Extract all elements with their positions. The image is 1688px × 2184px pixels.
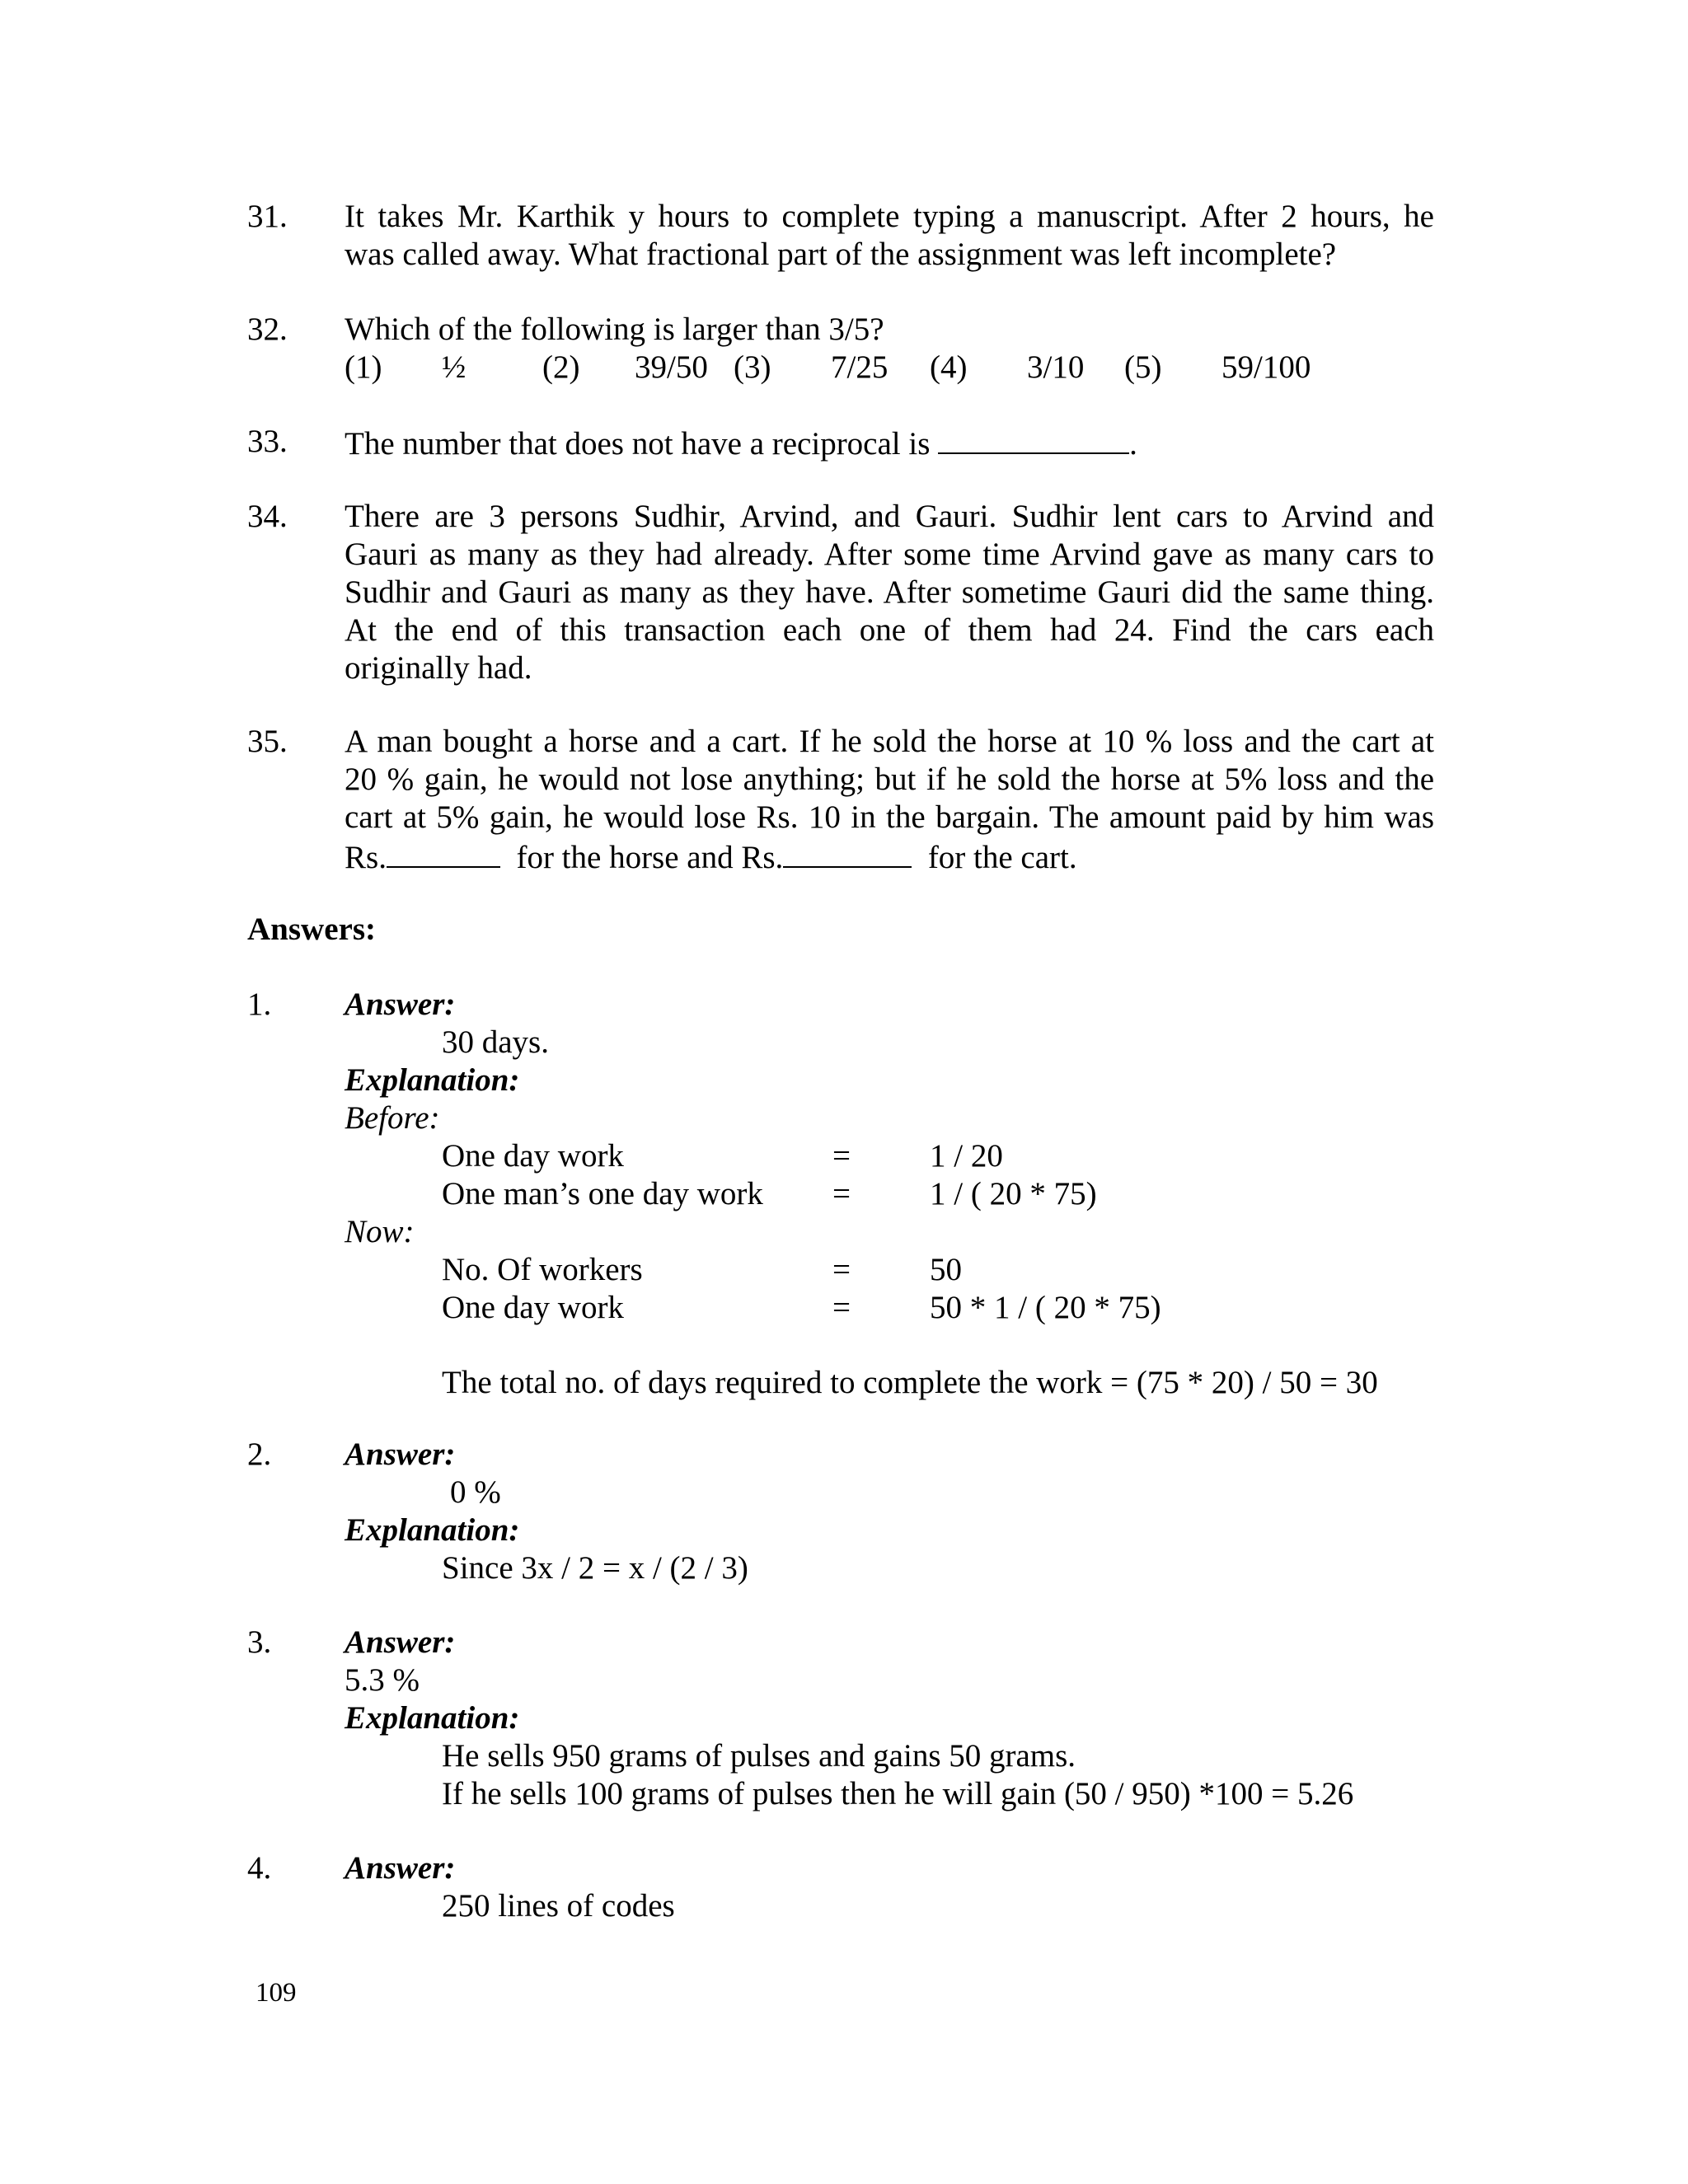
question-line: At the end of this transaction each one of them had 24. Find the cars each	[345, 612, 1434, 648]
calc-value: 1 / ( 20 * 75)	[930, 1176, 1097, 1212]
line-text: Rs.	[345, 840, 387, 875]
line-text: for the horse and Rs.	[516, 840, 784, 875]
question-line	[345, 423, 1434, 461]
question-number: 32.	[247, 312, 288, 347]
answer-label: Answer:	[345, 1850, 456, 1886]
answer-number: 2.	[247, 1436, 272, 1472]
choice-value: 3/10	[1027, 349, 1085, 385]
choice-value: 39/50	[635, 349, 708, 385]
choice-value: 7/25	[831, 349, 889, 385]
answer-blank	[387, 837, 500, 868]
question-line	[345, 837, 1434, 874]
explanation-text: He sells 950 grams of pulses and gains 50 grams.	[442, 1738, 1076, 1774]
answer-blank	[938, 423, 1129, 454]
explanation-text: Since 3x / 2 = x / (2 / 3)	[442, 1550, 748, 1586]
calc-label: One man’s one day work	[442, 1176, 763, 1212]
now-label: Now:	[345, 1214, 415, 1249]
before-label: Before:	[345, 1100, 440, 1136]
answer-number: 4.	[247, 1850, 272, 1886]
question-line: There are 3 persons Sudhir, Arvind, and Gauri. Sudhir lent cars to Arvind and	[345, 499, 1434, 534]
answers-heading: Answers:	[247, 912, 376, 947]
answer-number: 1.	[247, 987, 272, 1022]
question-line: Sudhir and Gauri as many as they have. After sometime Gauri did the same thing.	[345, 574, 1434, 610]
question-text	[345, 723, 1434, 874]
calc-value: 50	[930, 1252, 962, 1287]
explanation-text: If he sells 100 grams of pulses then he will gain (50 / 950) *100 = 5.26	[442, 1776, 1354, 1811]
explanation-label: Explanation:	[345, 1062, 520, 1098]
answer-label: Answer:	[345, 987, 456, 1022]
question-line: Which of the following is larger than 3/5?	[345, 312, 884, 347]
calc-value: 1 / 20	[930, 1138, 1003, 1174]
answer-blank	[783, 837, 912, 868]
question-number: 34.	[247, 499, 288, 534]
answer-label: Answer:	[345, 1436, 456, 1472]
question-line: Gauri as many as they had already. After some time Arvind gave as many cars to	[345, 537, 1434, 572]
answer-choices	[345, 349, 1434, 387]
question-line: It takes Mr. Karthik y hours to complete typing a manuscript. After 2 hours, he	[345, 199, 1434, 234]
explanation-label: Explanation:	[345, 1512, 520, 1548]
calc-label: No. Of workers	[442, 1252, 643, 1287]
question-text	[345, 311, 1434, 387]
page-number: 109	[256, 1978, 297, 2008]
explanation-label: Explanation:	[345, 1700, 520, 1736]
question-text	[345, 423, 1434, 461]
question-text-after: .	[1129, 426, 1137, 462]
answer-number: 3.	[247, 1624, 272, 1660]
answer-value: 5.3 %	[345, 1662, 420, 1698]
choice-number: (3)	[734, 349, 771, 385]
answer-value: 0 %	[450, 1474, 501, 1510]
question-line: A man bought a horse and a cart. If he sold the horse at 10 % loss and the cart at	[345, 724, 1434, 759]
question-text	[345, 498, 1434, 687]
equals-sign: =	[832, 1252, 851, 1287]
question-line: cart at 5% gain, he would lose Rs. 10 in the bargain. The amount paid by him was	[345, 799, 1434, 835]
answer-value: 30 days.	[442, 1024, 549, 1060]
equals-sign: =	[832, 1290, 851, 1325]
question-text	[345, 198, 1434, 274]
question-line: originally had.	[345, 650, 532, 686]
choice-number: (2)	[542, 349, 580, 385]
calc-label: One day work	[442, 1290, 624, 1325]
calc-label: One day work	[442, 1138, 624, 1174]
answer-value: 250 lines of codes	[442, 1888, 675, 1924]
question-number: 35.	[247, 724, 288, 759]
question-line: 20 % gain, he would not lose anything; but if he sold the horse at 5% loss and the	[345, 762, 1434, 797]
question-number: 33.	[247, 424, 288, 459]
question-text-before: The number that does not have a reciprocal is	[345, 426, 931, 462]
choice-number: (4)	[930, 349, 968, 385]
answer-label: Answer:	[345, 1624, 456, 1660]
question-number: 31.	[247, 199, 288, 234]
equals-sign: =	[832, 1138, 851, 1174]
choice-number: (5)	[1124, 349, 1162, 385]
choice-number: (1)	[345, 349, 382, 385]
total-days-line: The total no. of days required to complete the work = (75 * 20) / 50 = 30	[442, 1365, 1378, 1400]
calc-value: 50 * 1 / ( 20 * 75)	[930, 1290, 1161, 1325]
equals-sign: =	[832, 1176, 851, 1212]
choice-value: 59/100	[1221, 349, 1311, 385]
choice-value: ½	[442, 349, 467, 385]
line-text: for the cart.	[927, 840, 1077, 875]
question-line: was called away. What fractional part of the assignment was left incomplete?	[345, 237, 1337, 272]
